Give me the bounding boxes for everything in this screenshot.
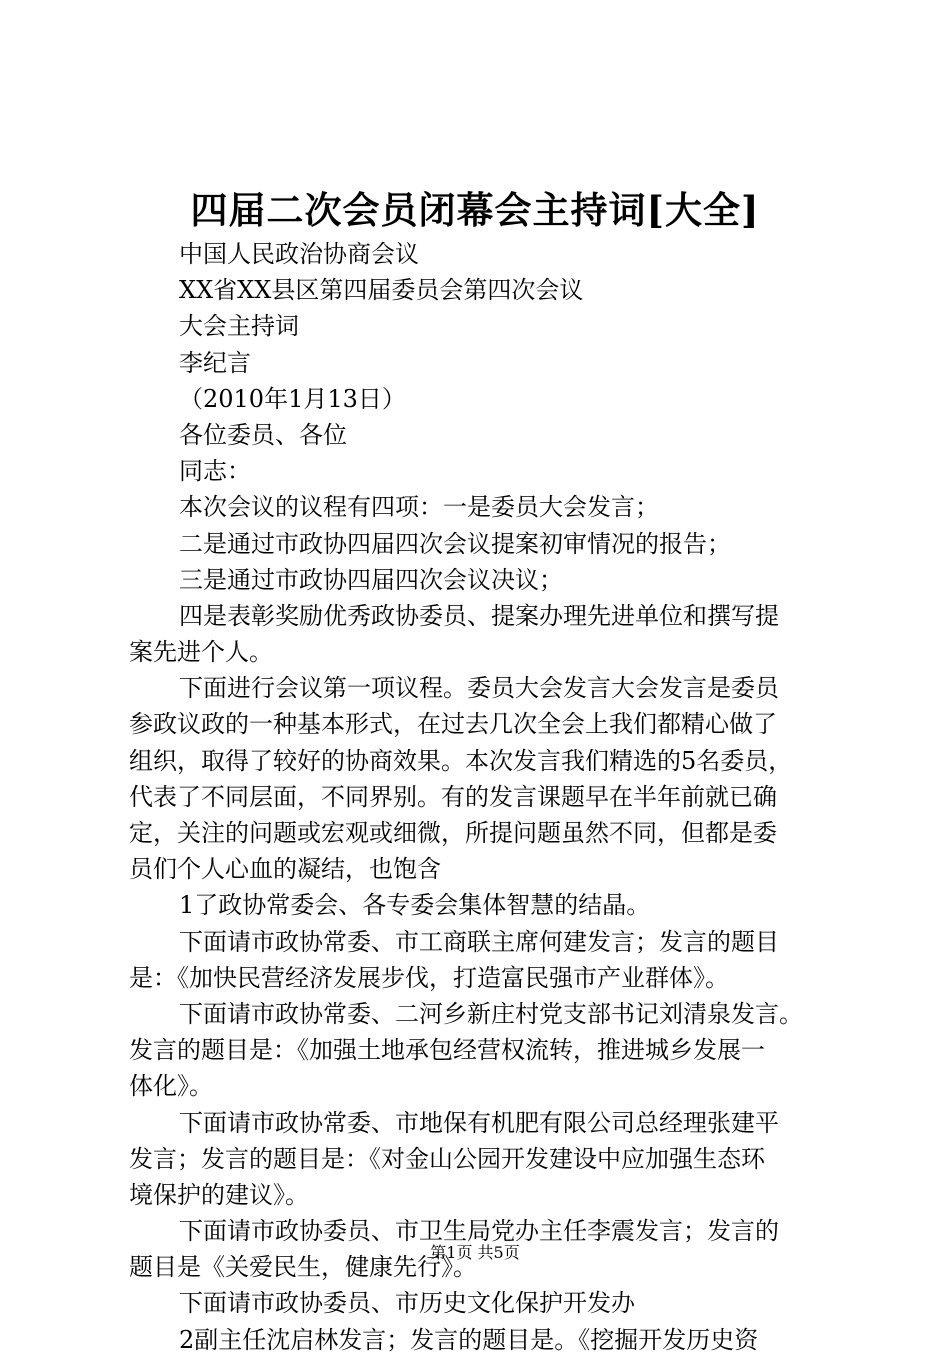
text-line: 发言的题目是：《加强土地承包经营权流转，推进城乡发展一: [129, 1036, 765, 1065]
text-line: 题目是《关爱民生，健康先行》。: [129, 1253, 477, 1282]
text-line: 下面请市政协常委、二河乡新庄村党支部书记刘清泉发言。: [179, 999, 803, 1028]
text-line: 组织，取得了较好的协商效果。本次发言我们精选的5名委员，: [129, 746, 793, 775]
text-line: 案先进个人。: [129, 638, 273, 667]
text-line: 是：《加快民营经济发展步伐，打造富民强市产业群体》。: [129, 963, 729, 992]
text-line: 下面进行会议第一项议程。委员大会发言大会发言是委员: [179, 674, 779, 703]
text-line: 体化》。: [129, 1072, 213, 1101]
text-line: 四是表彰奖励优秀政协委员、提案办理先进单位和撰写提: [179, 601, 779, 630]
text-line: XX省XX县区第四届委员会第四次会议: [179, 276, 584, 305]
document-body: [129, 236, 841, 1358]
text-line: 下面请市政协委员、市卫生局党办主任李震发言；发言的: [179, 1217, 779, 1246]
text-line: 下面请市政协委员、市历史文化保护开发办: [179, 1289, 635, 1318]
text-line: 中国人民政治协商会议: [179, 240, 419, 268]
text-line: 下面请市政协常委、市地保有机肥有限公司总经理张建平: [179, 1108, 779, 1137]
text-line: （2010年1月13日）: [179, 384, 406, 413]
document-title: 四届二次会员闭幕会主持词[大全]: [190, 188, 760, 232]
text-line: 下面请市政协常委、市工商联主席何建发言；发言的题目: [179, 927, 779, 956]
text-line: 1了政协常委会、各专委会集体智慧的结晶。: [179, 891, 651, 920]
text-line: 参政议政的一种基本形式，在过去几次全会上我们都精心做了: [129, 710, 777, 739]
text-line: 2副主任沈启林发言；发言的题目是。《挖掘开发历史资: [179, 1325, 759, 1354]
text-line: 境保护的建议》。: [129, 1180, 309, 1209]
text-line: 定，关注的问题或宏观或细微，所提问题虽然不同，但都是委: [129, 819, 777, 847]
text-line: 同志：: [179, 457, 251, 486]
text-line: 李纪言: [179, 348, 251, 377]
text-line: 各位委员、各位: [179, 420, 347, 449]
page-footer: 第1页 共5页: [430, 1243, 520, 1262]
text-line: 三是通过市政协四届四次会议决议；: [179, 565, 563, 594]
text-line: 代表了不同层面，不同界别。有的发言课题早在半年前就已确: [129, 782, 777, 811]
text-line: 员们个人心血的凝结，也饱含: [129, 855, 441, 884]
text-line: 二是通过市政协四届四次会议提案初审情况的报告；: [179, 529, 731, 558]
text-line: 发言；发言的题目是：《对金山公园开发建设中应加强生态环: [129, 1144, 765, 1173]
text-line: 本次会议的议程有四项：一是委员大会发言；: [179, 493, 659, 522]
text-line: 大会主持词: [179, 312, 299, 341]
